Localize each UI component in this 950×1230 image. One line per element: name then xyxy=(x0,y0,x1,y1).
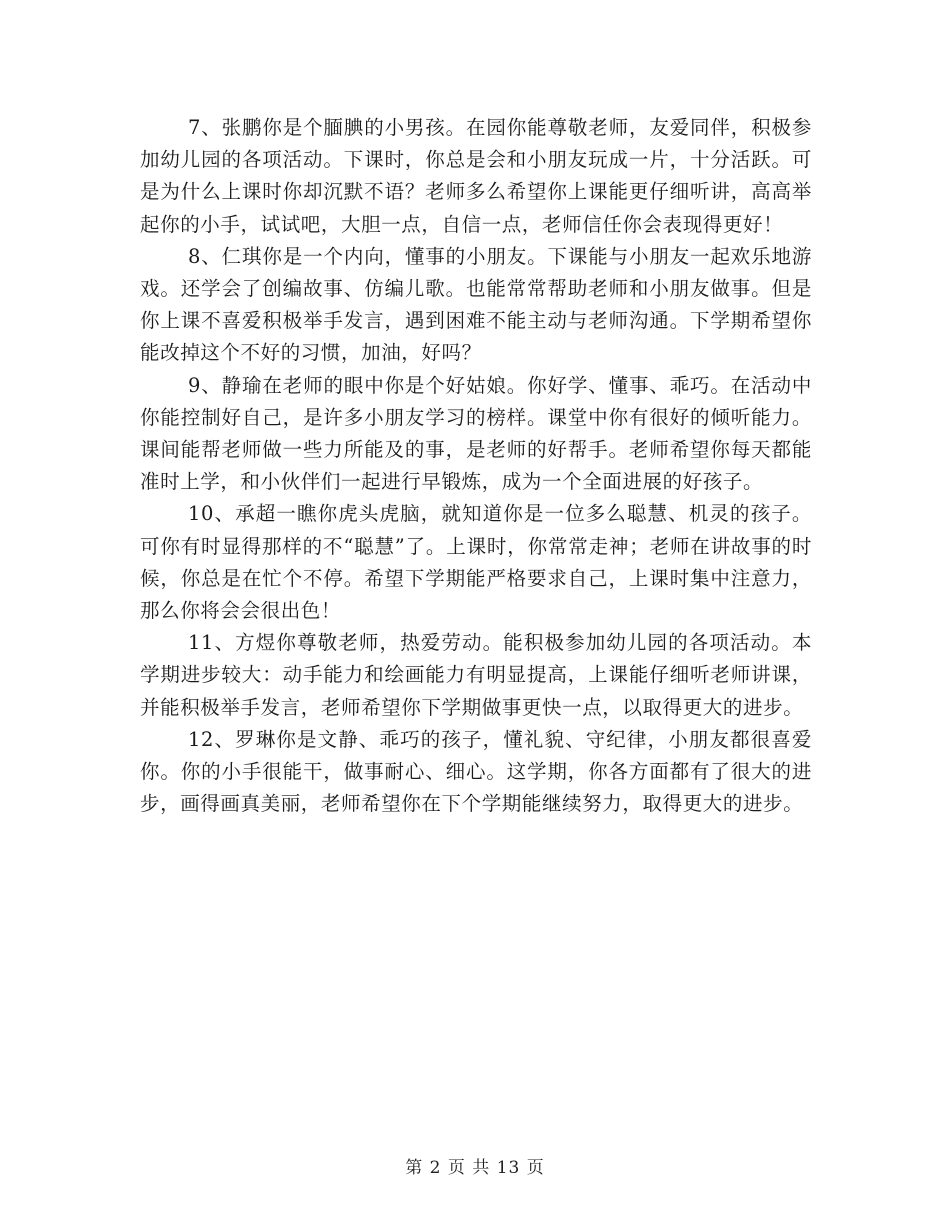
paragraph-11: 11、方煜你尊敬老师，热爱劳动。能积极参加幼儿园的各项活动。本学期进步较大：动手能力和绘画能力有明显提高，上课能仔细听老师讲课，并能积极举手发言，老师希望你下学期做事更快一点，以取得更大的进步。 xyxy=(140,631,812,719)
page-number-footer: 第 2 页 共 13 页 xyxy=(405,1158,545,1178)
paragraph-8: 8、仁琪你是一个内向，懂事的小朋友。下课能与小朋友一起欢乐地游戏。还学会了创编故事、仿编儿歌。也能常常帮助老师和小朋友做事。但是你上课不喜爱积极举手发言，遇到困难不能主动与老师沟通。下学期希望你能改掉这个不好的习惯，加油，好吗？ xyxy=(140,244,812,365)
document-body xyxy=(140,112,812,820)
paragraph-9: 9、静瑜在老师的眼中你是个好姑娘。你好学、懂事、乖巧。在活动中你能控制好自己，是许多小朋友学习的榜样。课堂中你有很好的倾听能力。课间能帮老师做一些力所能及的事，是老师的好帮手。老师希望你每天都能准时上学，和小伙伴们一起进行早锻炼，成为一个全面进展的好孩子。 xyxy=(140,373,812,494)
paragraph-10: 10、承超一瞧你虎头虎脑，就知道你是一位多么聪慧、机灵的孩子。可你有时显得那样的不“聪慧”了。上课时，你常常走神；老师在讲故事的时候，你总是在忙个不停。希望下学期能严格要求自己，上课时集中注意力，那么你将会会很出色！ xyxy=(140,502,812,623)
paragraph-12: 12、罗琳你是文静、乖巧的孩子，懂礼貌、守纪律，小朋友都很喜爱你。你的小手很能干，做事耐心、细心。这学期，你各方面都有了很大的进步，画得画真美丽，老师希望你在下个学期能继续努力，取得更大的进步。 xyxy=(140,727,812,816)
paragraph-7: 7、张鹏你是个腼腆的小男孩。在园你能尊敬老师，友爱同伴，积极参加幼儿园的各项活动。下课时，你总是会和小朋友玩成一片，十分活跃。可是为什么上课时你却沉默不语？老师多么希望你上课能更仔细听讲，高高举起你的小手，试试吧，大胆一点，自信一点，老师信任你会表现得更好！ xyxy=(140,116,812,236)
